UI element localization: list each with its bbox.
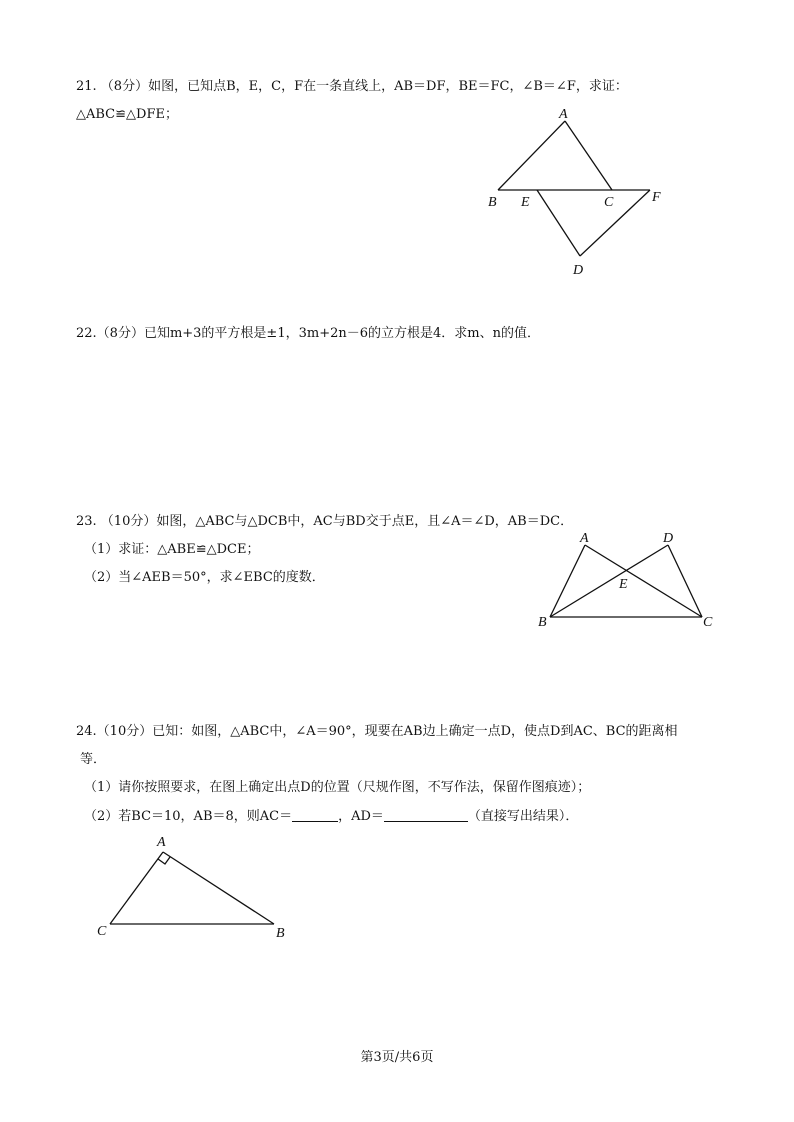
segment-ab bbox=[498, 121, 565, 190]
label-a: A bbox=[580, 531, 589, 546]
label-f: F bbox=[652, 190, 661, 205]
segment-ac bbox=[110, 852, 163, 924]
q22-text-line1: 22.（8分）已知m+3的平方根是±1，3m+2n－6的立方根是4．求m、n的值． bbox=[76, 326, 540, 341]
q24-part2-text-b: ，AD＝ bbox=[338, 809, 384, 824]
q24-part2 bbox=[84, 807, 578, 826]
label-a: A bbox=[157, 835, 166, 850]
q24-text-line2: 等． bbox=[80, 752, 107, 767]
label-b: B bbox=[276, 926, 285, 941]
q24-figure bbox=[94, 830, 304, 945]
q23-text-line1: 23. （10分）如图，△ABC与△DCB中，AC与BD交于点E，且∠A＝∠D，AB＝DC． bbox=[76, 514, 574, 529]
label-e: E bbox=[521, 195, 530, 210]
q23-figure bbox=[530, 528, 730, 638]
label-d: D bbox=[663, 531, 674, 546]
label-a: A bbox=[559, 107, 568, 122]
q23-part2: （2）当∠AEB＝50°，求∠EBC的度数． bbox=[84, 570, 325, 585]
label-c: C bbox=[97, 924, 107, 939]
label-d: D bbox=[573, 263, 584, 278]
q21-figure bbox=[480, 104, 680, 284]
ac-answer-blank[interactable] bbox=[292, 807, 338, 822]
ad-answer-blank[interactable] bbox=[384, 807, 468, 822]
segment-ab bbox=[163, 852, 274, 924]
q21-text-line2: △ABC≌△DFE； bbox=[76, 107, 178, 122]
label-b: B bbox=[538, 615, 547, 630]
q24-text-line1: 24.（10分）已知：如图，△ABC中，∠A＝90°，现要在AB边上确定一点D，使点D到AC、BC的距离相 bbox=[76, 724, 678, 739]
q24-part1: （1）请你按照要求，在图上确定出点D的位置（尺规作图，不写作法，保留作图痕迹）； bbox=[84, 780, 591, 795]
segment-ac bbox=[565, 121, 612, 190]
q21-text-line1: 21. （8分）如图，已知点B，E，C，F在一条直线上，AB＝DF，BE＝FC，∠B＝∠F，求证： bbox=[76, 79, 628, 94]
page-number: 第3页/共6页 bbox=[360, 1050, 434, 1065]
label-e: E bbox=[619, 577, 628, 592]
q23-part1: （1）求证：△ABE≌△DCE； bbox=[84, 542, 260, 557]
q24-part2-text-a: （2）若BC＝10，AB＝8，则AC＝ bbox=[84, 809, 293, 824]
label-c: C bbox=[703, 615, 713, 630]
q24-part2-text-c: （直接写出结果）． bbox=[467, 809, 579, 824]
label-c: C bbox=[604, 195, 614, 210]
label-b: B bbox=[488, 195, 497, 210]
segment-ed bbox=[537, 190, 580, 256]
segment-df bbox=[580, 190, 650, 256]
right-angle-mark bbox=[158, 857, 170, 864]
